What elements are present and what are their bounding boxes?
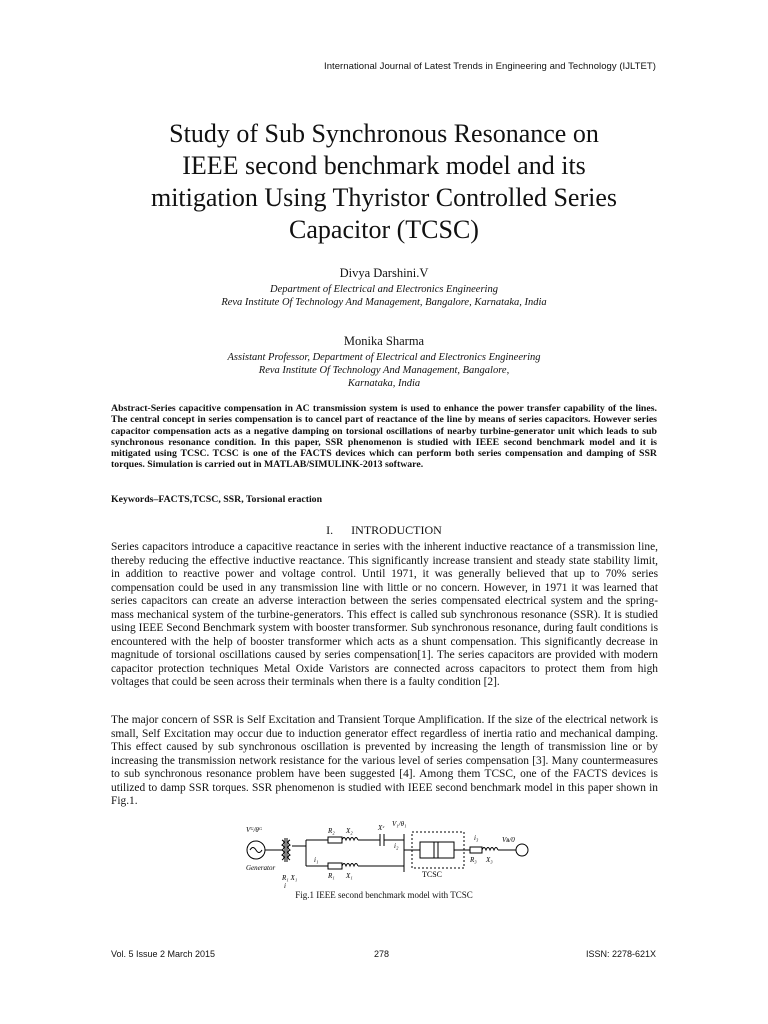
label-i1: i₁ bbox=[314, 856, 319, 864]
label-vb: Vʙ/0 bbox=[502, 836, 515, 844]
transformer-secondary bbox=[288, 840, 290, 860]
figure-caption: Fig.1 IEEE second benchmark model with TCSC bbox=[295, 890, 473, 900]
label-v1: V₁/θ₁ bbox=[392, 820, 407, 828]
footer-page-number: 278 bbox=[374, 949, 390, 959]
label-x1: X₁ bbox=[346, 872, 353, 880]
circuit-diagram bbox=[244, 818, 532, 890]
footer-issn: ISSN: 2278-621X bbox=[585, 949, 656, 959]
title-line: IEEE second benchmark model and its bbox=[182, 151, 586, 180]
journal-header: International Journal of Latest Trends in Engineering and Technology (IJLTET) bbox=[324, 61, 656, 72]
label-x3: X₃ bbox=[486, 856, 493, 864]
resistor-r1 bbox=[328, 863, 342, 869]
label-r2: R₂ bbox=[328, 827, 335, 835]
label-i3: i₃ bbox=[474, 834, 479, 842]
label-r1x1: R₁ X₁ bbox=[282, 874, 298, 882]
transformer-primary bbox=[282, 840, 284, 860]
intro-paragraph-1: Series capacitors introduce a capacitive reactance in series with the inherent inductive reactance of a transmission line, thereby reducing the effective inductive reactance. This significantly increase transient and steady state stability limit, in addition to reactive power and voltage control. Until 1971, it was generally believed that up to 70% series compensation could be used in any transmission line with little or no concern. However, in 1971 it was learned that series capacitors can create an adverse interaction between the series compensated electrical system and the spring-mass mechanical system of the turbine-generators. This effect is called sub synchronous resonance (SSR). It is studied using IEEE Second Benchmark system with booster transformer. Sub synchronous resonance, during fault conditions is encountered with the help of booster transformer which acts as a shunt compensation. This significantly decrease in magnitude of torsional oscillations caused by series compensation[1]. The series capacitors are provided with modern capacitor protection techniques Metal Oxide Varistors are connected across capacitors to protect them from high voltages that could be seen across their terminals when there is a faulty condition [2]. bbox=[111, 541, 658, 688]
inductor-x3 bbox=[482, 848, 498, 851]
paper-title bbox=[0, 118, 768, 246]
author-name: Divya Darshini.V bbox=[339, 266, 429, 280]
resistor-r2 bbox=[328, 837, 342, 843]
resistor-r3 bbox=[470, 847, 482, 853]
author-affiliation: Karnataka, India bbox=[347, 378, 421, 389]
tcsc-label: TCSC bbox=[422, 870, 443, 879]
footer-volume: Vol. 5 Issue 2 March 2015 bbox=[111, 949, 216, 959]
label-xc: Xᶜ bbox=[378, 824, 385, 832]
keywords: Keywords–FACTS,TCSC, SSR, Torsional eraction bbox=[111, 494, 323, 505]
inductor-x2 bbox=[342, 838, 358, 841]
generator-wave bbox=[250, 848, 262, 853]
section-title: INTRODUCTION bbox=[351, 523, 442, 537]
title-line: Capacitor (TCSC) bbox=[289, 215, 479, 244]
author-name: Monika Sharma bbox=[343, 334, 425, 348]
author-affiliation: Department of Electrical and Electronics Engineering bbox=[270, 284, 498, 295]
label-x2: X₂ bbox=[346, 827, 353, 835]
author-block-1 bbox=[0, 265, 768, 309]
infinite-bus-symbol bbox=[516, 844, 528, 856]
section-number: I. bbox=[326, 523, 334, 537]
label-r1: R₁ bbox=[328, 872, 335, 880]
label-vg: Vᴳ/θᴳ bbox=[246, 826, 263, 834]
inductor-x1 bbox=[342, 864, 358, 867]
label-i2: i₂ bbox=[394, 842, 399, 850]
intro-paragraph-2: The major concern of SSR is Self Excitation and Transient Torque Amplification. If the size of the electrical network is small, Self Excitation may occur due to induction generator effect regardless of inertia ratio and mechanical damping. This effect caused by sub synchronous oscillation is prevented by increasing the length of transmission line or by increasing the transmission network resistance for the various level of series compensation [3]. Many countermeasures to sub synchronous resonance problem have been suggested [4]. Among them TCSC, one of the FACTS devices is utilized to damp SSR torques. SSR phenomenon is studied with IEEE second benchmark model in this paper shown in Fig.1. bbox=[111, 714, 658, 807]
label-r3: R₃ bbox=[470, 856, 477, 864]
author-affiliation: Reva Institute Of Technology And Management, Bangalore, bbox=[258, 365, 510, 376]
title-line: Study of Sub Synchronous Resonance on bbox=[169, 119, 599, 148]
author-block-2 bbox=[0, 333, 768, 390]
author-affiliation: Assistant Professor, Department of Electrical and Electronics Engineering bbox=[227, 352, 541, 363]
title-line: mitigation Using Thyristor Controlled Series bbox=[150, 183, 618, 212]
figure-circuit-diagram bbox=[244, 818, 532, 890]
tcsc-inner bbox=[420, 842, 454, 858]
generator-label: Generator bbox=[246, 864, 276, 872]
section-heading bbox=[0, 523, 768, 538]
label-i: i bbox=[284, 882, 286, 890]
abstract: Abstract-Series capacitive compensation in AC transmission system is used to enhance the power transfer capability of the lines. The central concept in series compensation is to cancel part of reactance of the line by means of series capacitors. However series capacitor compensation acts as a negative damping on torsional oscillations of nearby turbine-generator unit which leads to sub synchronous resonance condition. In this paper, SSR phenomenon is studied with IEEE second benchmark model and it is mitigated using TCSC. TCSC is one of the FACTS devices which can perform both series compensation and damping of SSR torques. Simulation is carried out in MATLAB/SIMULINK-2013 software. bbox=[111, 403, 657, 471]
author-affiliation: Reva Institute Of Technology And Management, Bangalore, Karnataka, India bbox=[221, 297, 547, 308]
